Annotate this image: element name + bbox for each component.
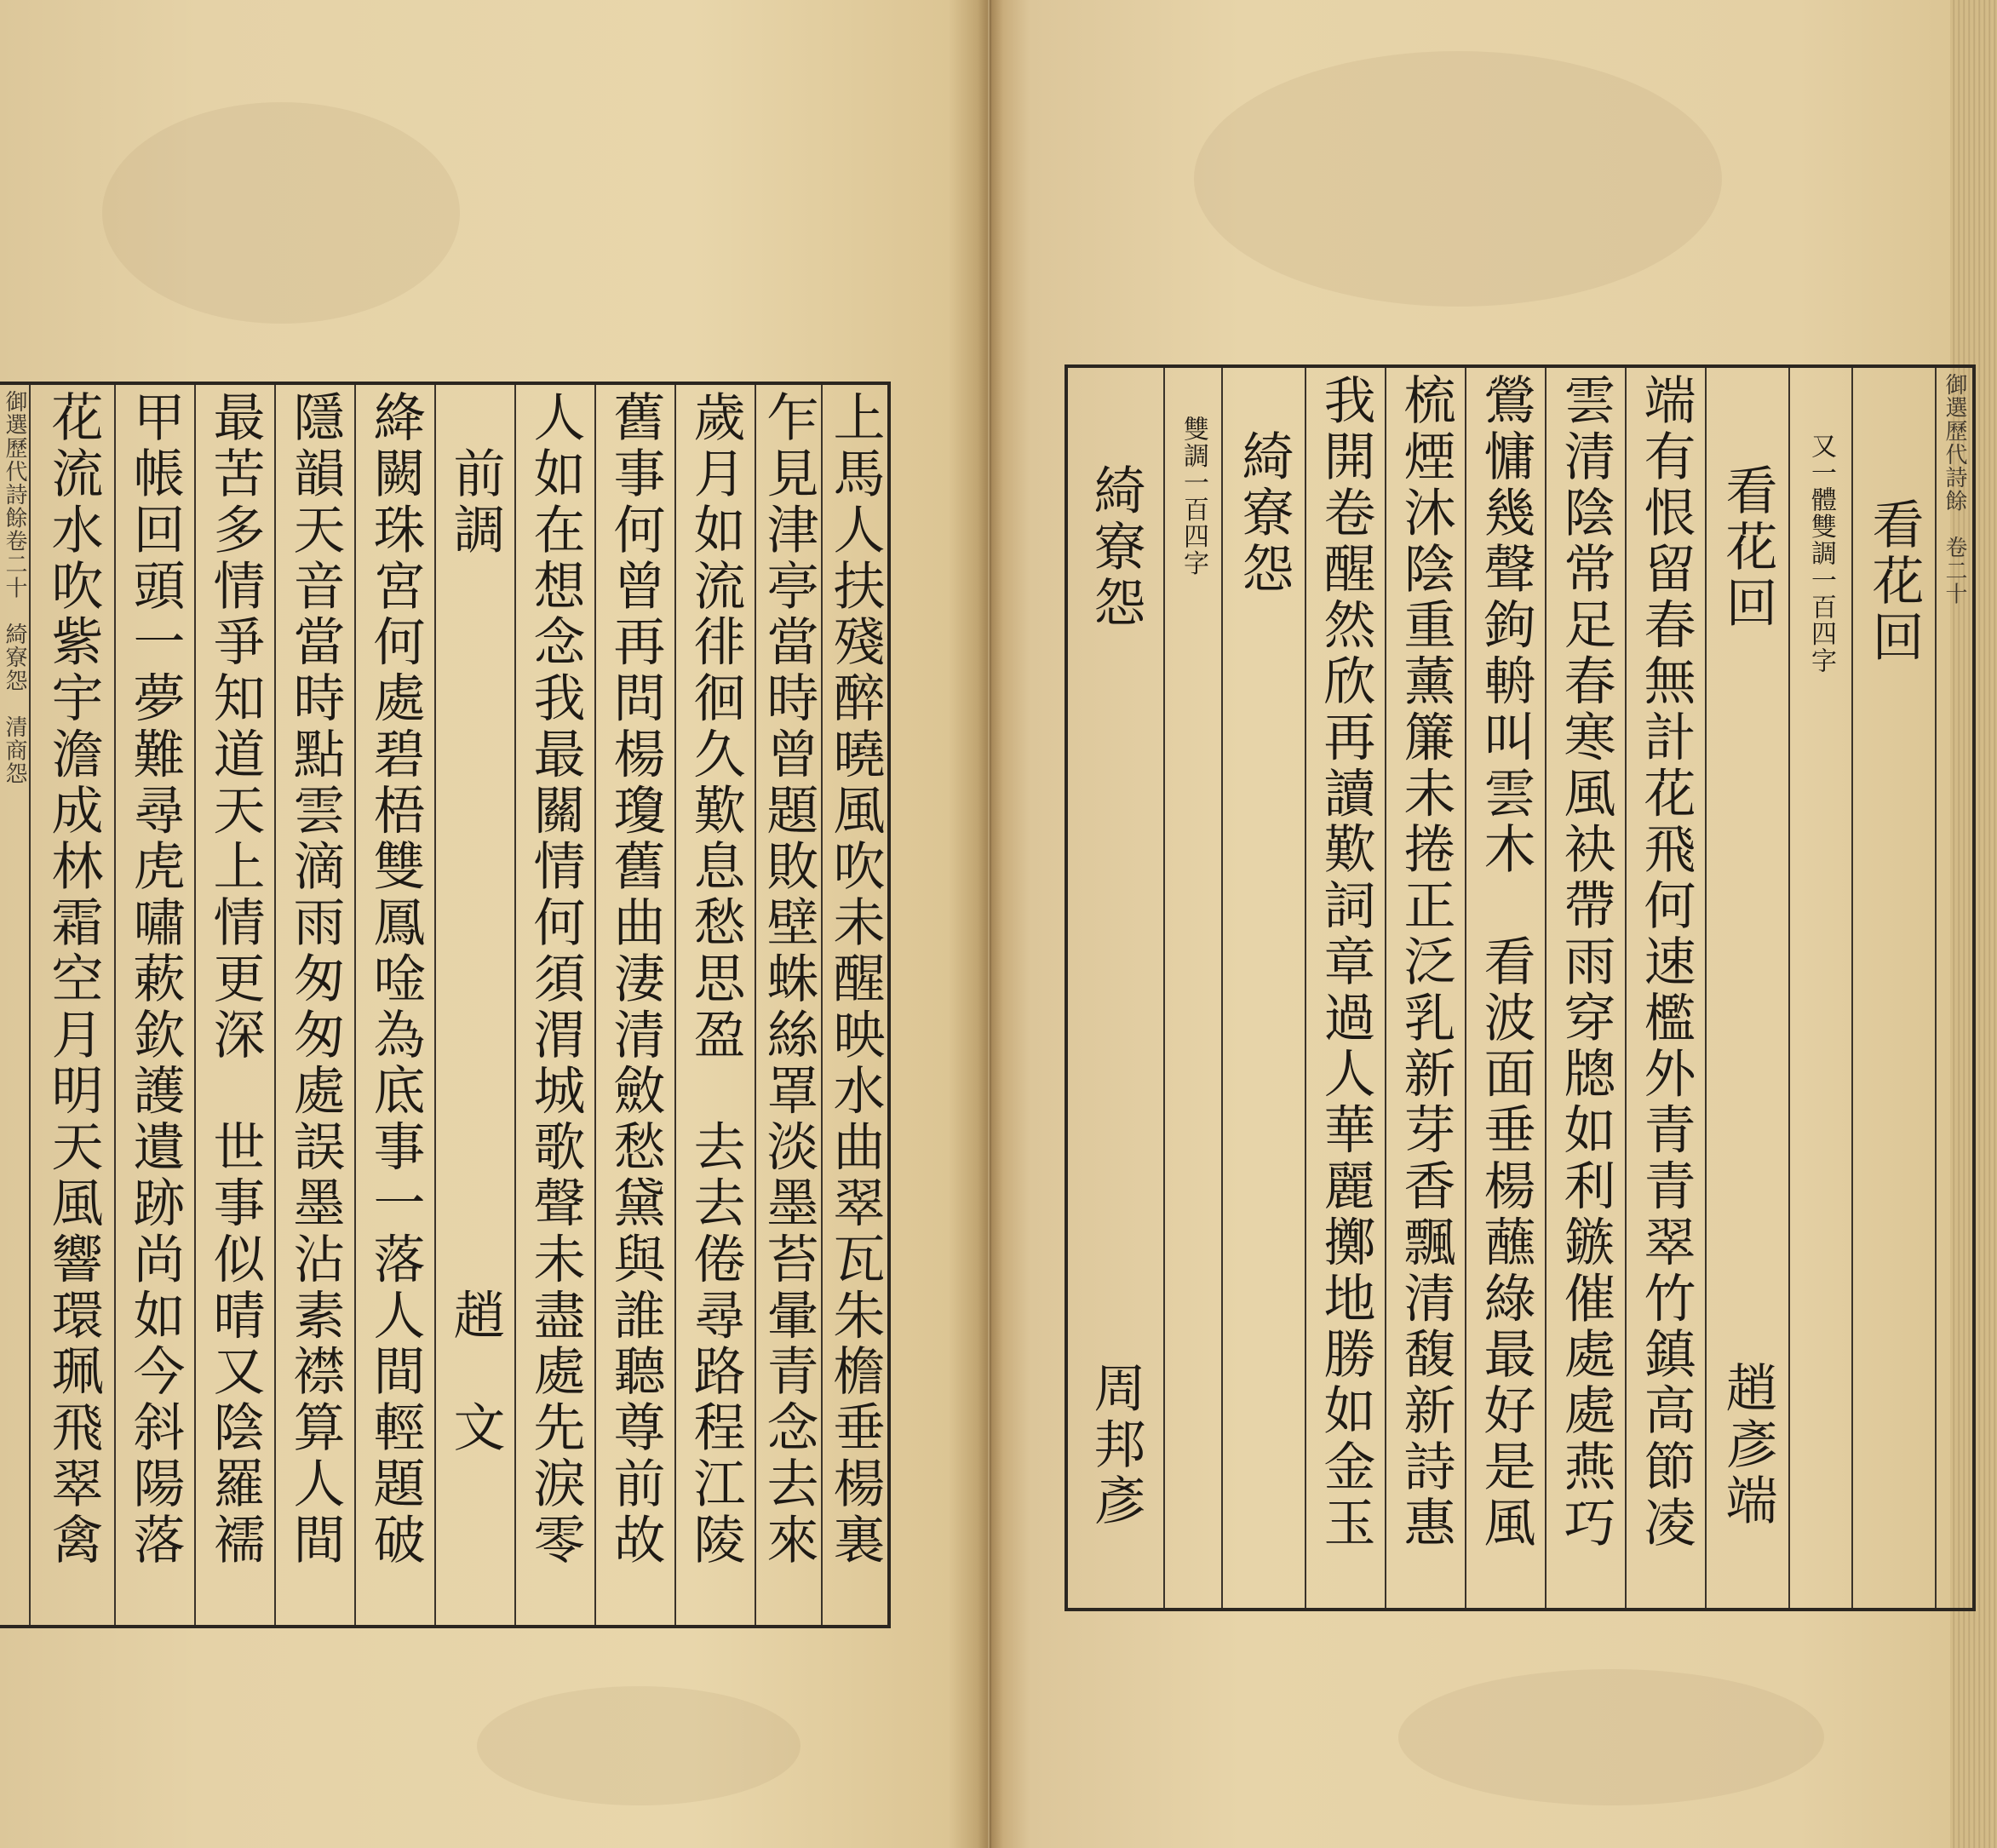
column-text: 端有恨留春無計花飛何速檻外青青翠竹鎮高節凌 (1635, 373, 1696, 1552)
text-column (1165, 368, 1221, 1608)
column-text: 甲帳回頭一夢難尋虎嘯蔌欽護遺跡尚如今斜陽落 (124, 390, 186, 1569)
column-text: 上馬人扶殘醉曉風吹未醒映水曲翠瓦朱檐垂楊裏 (824, 390, 886, 1569)
paper-stain (1194, 51, 1722, 307)
column-text: 人如在想念我最關情何須渭城歌聲未盡處先淚零 (525, 390, 586, 1569)
column-text: 乍見津亭當時曾題敗壁蛛絲罩淡墨苔暈青念去來 (758, 390, 819, 1569)
text-column (1466, 368, 1545, 1608)
text-column (356, 385, 434, 1625)
text-column (1306, 368, 1385, 1608)
column-text: 綺寮怨 (1233, 373, 1294, 598)
text-column (596, 385, 674, 1625)
column-text: 雲清陰常足春寒風袂帶雨穿牕如利鏃催處處燕巧 (1555, 373, 1616, 1552)
paper-stain (477, 1686, 801, 1805)
text-column (516, 385, 594, 1625)
column-text: 綺寮怨 周邦彥 (1085, 407, 1146, 1529)
text-column (756, 385, 821, 1625)
text-column (116, 385, 194, 1625)
margin-label: 御選歷代詩餘 卷二十 (1942, 373, 1967, 605)
column-text: 看花回 (1863, 441, 1925, 666)
text-column (676, 385, 755, 1625)
text-column (823, 385, 887, 1625)
text-column (276, 385, 354, 1625)
column-annotation: 雙調一百四字 (1179, 416, 1208, 577)
right-margin-column (1937, 368, 1972, 1608)
left-text-frame (0, 382, 891, 1628)
paper-stain (1398, 1669, 1824, 1805)
text-column (1068, 368, 1163, 1608)
column-text: 歲月如流徘徊久歎息愁思盈 去去倦尋路程江陵 (685, 390, 746, 1569)
right-text-frame (1064, 364, 1976, 1611)
left-margin-column (0, 385, 29, 1625)
column-text: 舊事何曾再問楊瓊舊曲淒清斂愁黛與誰聽尊前故 (605, 390, 666, 1569)
text-column (1627, 368, 1705, 1608)
text-column (1790, 368, 1851, 1608)
column-text: 梳煙沐陰重薰簾未捲正泛乳新芽香飄清馥新詩惠 (1395, 373, 1456, 1552)
book-gutter (978, 0, 1003, 1848)
text-column (436, 385, 514, 1625)
left-page (0, 0, 988, 1848)
text-column (32, 385, 114, 1625)
text-column (1707, 368, 1788, 1608)
margin-label: 御選歷代詩餘卷二十 綺寮怨 清商怨 (2, 390, 27, 786)
column-text: 看花回 趙彥端 (1717, 407, 1778, 1529)
text-column (1386, 368, 1465, 1608)
text-column (196, 385, 274, 1625)
column-text: 鶯慵幾聲鉤輈叫雲木 看波面垂楊蘸綠最好是風 (1475, 373, 1536, 1552)
column-text: 我開卷醒然欣再讀歎詞章過人華麗擲地勝如金玉 (1315, 373, 1376, 1552)
column-rule (29, 385, 31, 1625)
column-text: 最苦多情爭知道天上情更深 世事似晴又陰羅襦 (204, 390, 266, 1569)
column-text: 花流水吹紫宇澹成林霜空月明天風響環珮飛翠禽 (43, 390, 104, 1569)
column-annotation: 又一體雙調一百四字 (1806, 433, 1836, 674)
text-column (1223, 368, 1305, 1608)
column-text: 隱韻天音當時點雲滴雨匆匆處誤墨沾素襟算人間 (284, 390, 346, 1569)
column-text: 絳闕珠宮何處碧梧雙鳳唫為底事一落人間輕題破 (364, 390, 426, 1569)
text-column (1547, 368, 1625, 1608)
paper-stain (102, 102, 460, 324)
text-column (1853, 368, 1935, 1608)
column-text: 前調 趙 文 (445, 390, 506, 1456)
